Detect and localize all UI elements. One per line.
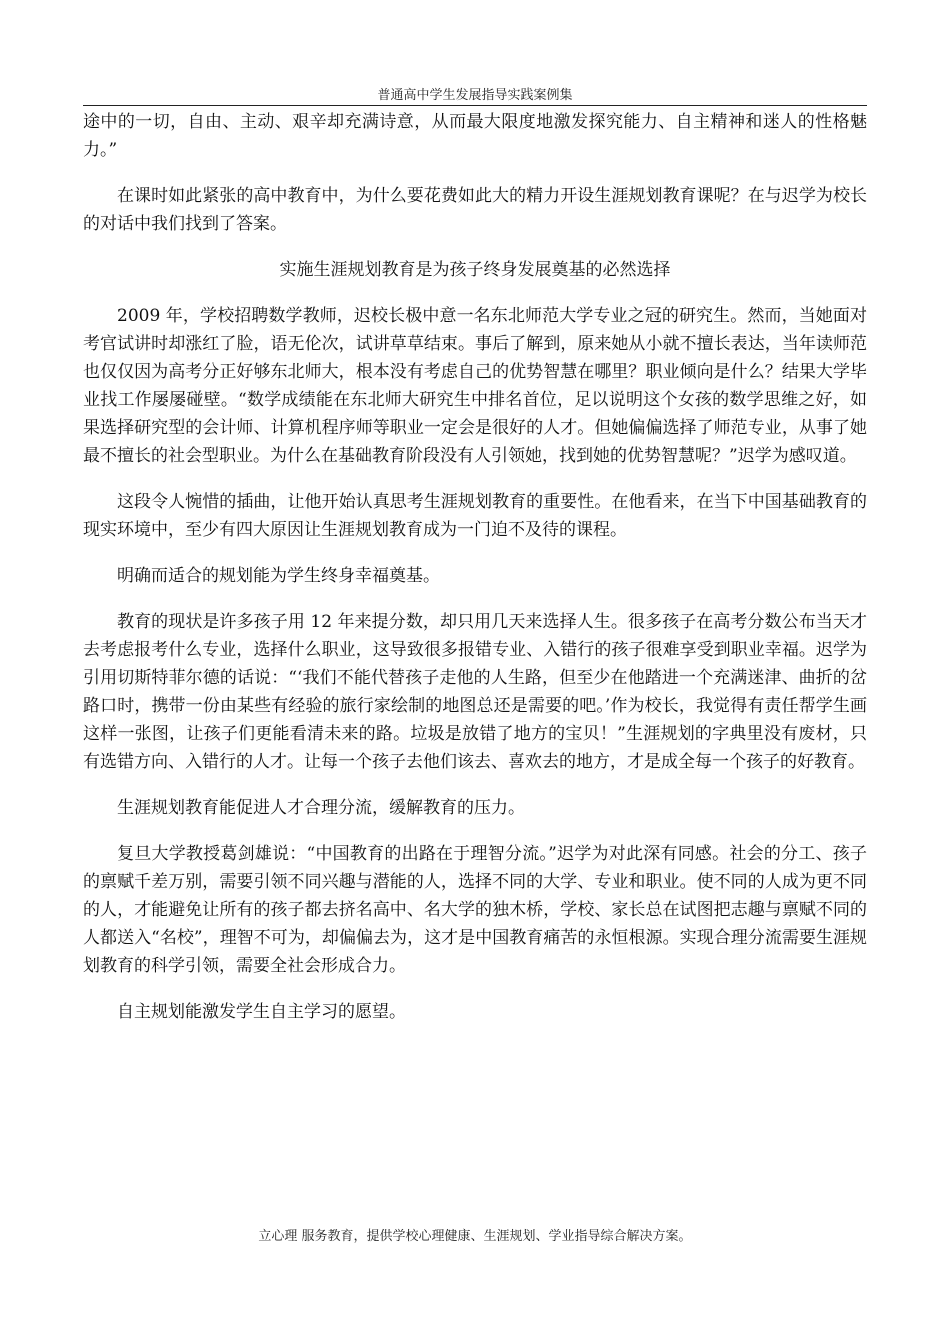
page-footer: [83, 1229, 867, 1245]
document-body: [83, 108, 867, 1044]
page-footer-text: 立心理 服务教育，提供学校心理健康、生涯规划、学业指导综合解决方案。: [258, 1229, 692, 1244]
page-header-title: 普通高中学生发展指导实践案例集: [377, 88, 573, 103]
paragraph: 这段令人惋惜的插曲，让他开始认真思考生涯规划教育的重要性。在他看来，在当下中国基础教育的现实环境中，至少有四大原因让生涯规划教育成为一门迫不及待的课程。: [83, 492, 867, 540]
paragraph: 在课时如此紧张的高中教育中，为什么要花费如此大的精力开设生涯规划教育课呢？在与迟学为校长的对话中我们找到了答案。: [83, 186, 867, 234]
subheading-paragraph: 生涯规划教育能促进人才合理分流，缓解教育的压力。: [117, 798, 525, 818]
paragraph: 2009 年，学校招聘数学教师，迟校长极中意一名东北师范大学专业之冠的研究生。然而，当她面对考官试讲时却涨红了脸，语无伦次，试讲草草结束。事后了解到，原来她从小就不擅长表达，当年读师范也仅仅因为高考分正好够东北师大，根本没有考虑自己的优势智慧在哪里？职业倾向是什么？结果大学毕业找工作屡屡碰壁。“数学成绩能在东北师大研究生中排名首位，足以说明这个女孩的数学思维之好，如果选择研究型的会计师、计算机程序师等职业一定会是很好的人才。但她偏偏选择了师范专业，从事了她最不擅长的社会型职业。为什么在基础教育阶段没有人引领她，找到她的优势智慧呢？”迟学为感叹道。: [83, 306, 867, 466]
paragraph: 教育的现状是许多孩子用 12 年来提分数，却只用几天来选择人生。很多孩子在高考分数公布当天才去考虑报考什么专业，选择什么职业，这导致很多报错专业、入错行的孩子很难享受到职业幸福。迟学为引用切斯特菲尔德的话说：“‘我们不能代替孩子走他的人生路，但至少在他踏进一个充满迷津、曲折的岔路口时，携带一份由某些有经验的旅行家绘制的地图总还是需要的吧。’作为校长，我觉得有责任帮学生画这样一张图，让孩子们更能看清未来的路。垃圾是放错了地方的宝贝！”生涯规划的字典里没有废材，只有选错方向、入错行的人才。让每一个孩子去他们该去、喜欢去的地方，才是成全每一个孩子的好教育。: [83, 612, 867, 772]
subheading-paragraph: 自主规划能激发学生自主学习的愿望。: [117, 1002, 406, 1022]
page-header: [83, 88, 867, 106]
paragraph-continuation: 途中的一切，自由、主动、艰辛却充满诗意，从而最大限度地激发探究能力、自主精神和迷人的性格魅力。”: [83, 112, 867, 160]
subheading-paragraph: 明确而适合的规划能为学生终身幸福奠基。: [117, 566, 440, 586]
paragraph: 复旦大学教授葛剑雄说：“中国教育的出路在于理智分流。”迟学为对此深有同感。社会的分工、孩子的禀赋千差万别，需要引领不同兴趣与潜能的人，选择不同的大学、专业和职业。使不同的人成为更不同的人，才能避免让所有的孩子都去挤名高中、名大学的独木桥，学校、家长总在试图把志趣与禀赋不同的人都送入“名校”，理智不可为，却偏偏去为，这才是中国教育痛苦的永恒根源。实现合理分流需要生涯规划教育的科学引领，需要全社会形成合力。: [83, 844, 867, 976]
section-heading: 实施生涯规划教育是为孩子终身发展奠基的必然选择: [279, 260, 671, 280]
